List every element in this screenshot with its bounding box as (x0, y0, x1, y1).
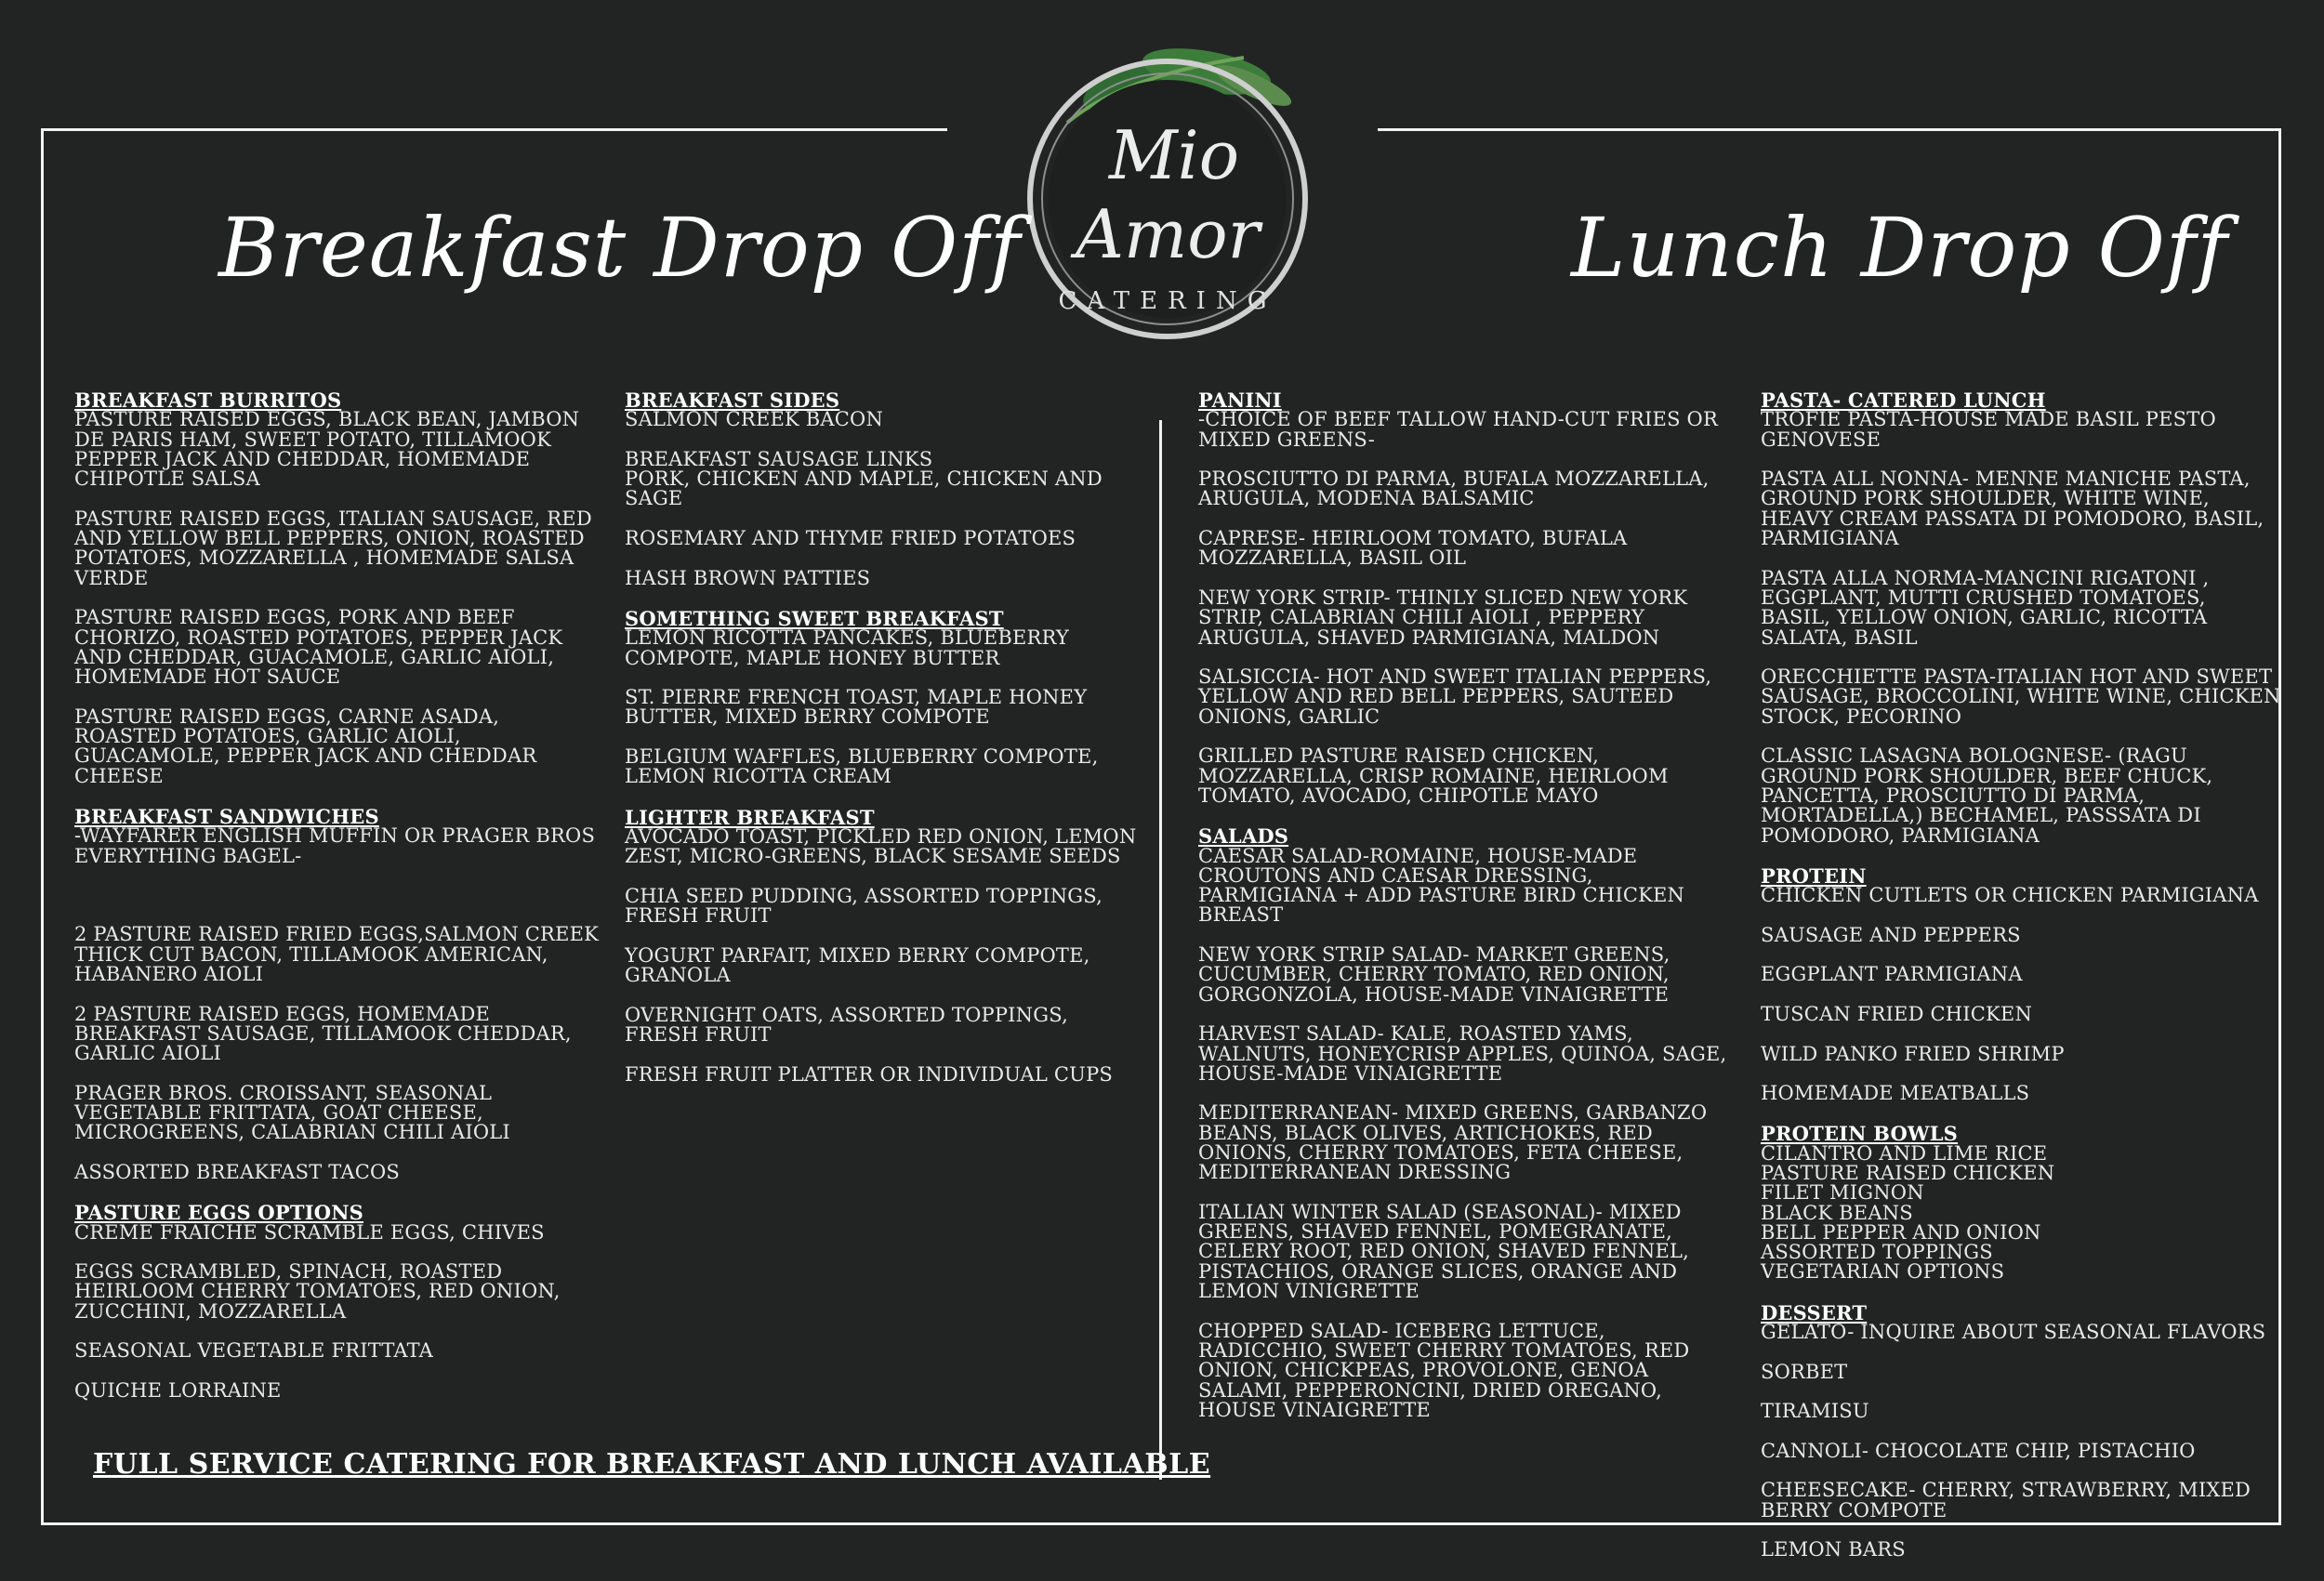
menu-item: PRAGER BROS. CROISSANT, SEASONAL VEGETABLE FRITTATA, GOAT CHEESE, MICROGREENS, CALABRIAN CHILI AIOLI (74, 1081, 510, 1144)
footer-note: FULL SERVICE CATERING FOR BREAKFAST AND LUNCH AVAILABLE (93, 1448, 1211, 1481)
frame-left (41, 128, 44, 1525)
menu-item: NEW YORK STRIP SALAD- MARKET GREENS, CUCUMBER, CHERRY TOMATO, RED ONION, GORGONZOLA, HOUSE-MADE VINAIGRETTE (1198, 943, 1670, 1006)
frame-top-left (41, 128, 947, 131)
menu-item: SALMON CREEK BACON (625, 408, 884, 431)
menu-section-breakfast-sides (625, 390, 1145, 588)
menu-item: CHOPPED SALAD- ICEBERG LETTUCE, RADICCHIO, SWEET CHERRY TOMATOES, RED ONION, CHICKPEAS, PROVOLONE, GENOA SALAMI, PEPPERONCINI, DRIED OREGANO, HOUSE VINAIGRETTE (1198, 1319, 1690, 1421)
menu-item: NEW YORK STRIP- THINLY SLICED NEW YORK STRIP, CALABRIAN CHILI AIOLI , PEPPERY ARUGULA, SHAVED PARMIGIANA, MALDON (1198, 586, 1688, 649)
section-title: BREAKFAST SIDES (625, 389, 840, 412)
menu-item: HARVEST SALAD- KALE, ROASTED YAMS, WALNUTS, HONEYCRISP APPLES, QUINOA, SAGE, HOUSE-MADE VINAIGRETTE (1198, 1022, 1727, 1085)
menu-section-pasture-eggs-options (74, 1203, 604, 1401)
menu-section-dessert (1761, 1300, 2281, 1561)
section-title: PROTEIN BOWLS (1761, 1122, 1959, 1146)
center-divider (1159, 420, 1162, 1480)
menu-item: EGGPLANT PARMIGIANA (1761, 963, 2023, 986)
menu-item: SEASONAL VEGETABLE FRITTATA (74, 1339, 434, 1363)
logo-name-line2: Amor (1075, 195, 1261, 273)
menu-item: 2 PASTURE RAISED FRIED EGGS,SALMON CREEK THICK CUT BACON, TILLAMOOK AMERICAN, HABANERO AIOLI (74, 923, 600, 986)
menu-item: ASSORTED BREAKFAST TACOS (74, 1160, 400, 1183)
menu-item: CHICKEN CUTLETS OR CHICKEN PARMIGIANA (1761, 884, 2259, 907)
menu-item: ORECCHIETTE PASTA-ITALIAN HOT AND SWEET SAUSAGE, BROCCOLINI, WHITE WINE, CHICKEN STOCK, PECORINO (1761, 665, 2281, 728)
menu-item: SAUSAGE AND PEPPERS (1761, 923, 2021, 946)
menu-item: CAPRESE- HEIRLOOM TOMATO, BUFALA MOZZARELLA, BASIL OIL (1198, 527, 1628, 570)
menu-item: HOMEMADE MEATBALLS (1761, 1082, 2030, 1105)
section-title: PANINI (1198, 389, 1282, 412)
menu-item: CHIA SEED PUDDING, ASSORTED TOPPINGS, FRESH FRUIT (625, 884, 1103, 928)
menu-section-panini (1198, 390, 1728, 806)
menu-item: BLACK BEANS (1761, 1201, 1913, 1224)
lunch-column-right (1761, 390, 2281, 1581)
menu-item: PASTURE RAISED EGGS, BLACK BEAN, JAMBON DE PARIS HAM, SWEET POTATO, TILLAMOOK PEPPER JACK AND CHEDDAR, HOMEMADE CHIPOTLE SALSA (74, 408, 580, 491)
menu-item: CILANTRO AND LIME RICE (1761, 1141, 2048, 1165)
menu-item: VEGETARIAN OPTIONS (1761, 1260, 2005, 1284)
menu-item: ROSEMARY AND THYME FRIED POTATOES (625, 527, 1076, 550)
menu-section-lighter-breakfast (625, 805, 1145, 1086)
menu-item: PASTURE RAISED EGGS, ITALIAN SAUSAGE, RED AND YELLOW BELL PEPPERS, ONION, ROASTED POTATOES, MOZZARELLA , HOMEMADE SALSA VERDE (74, 507, 592, 589)
menu-item: TIRAMISU (1761, 1400, 1869, 1423)
menu-item: BELGIUM WAFFLES, BLUEBERRY COMPOTE, LEMON RICOTTA CREAM (625, 745, 1099, 788)
menu-item: FILET MIGNON (1761, 1181, 1924, 1205)
menu-section-protein (1761, 863, 2281, 1105)
menu-item: 2 PASTURE RAISED EGGS, HOMEMADE BREAKFAST SAUSAGE, TILLAMOOK CHEDDAR, GARLIC AIOLI (74, 1002, 572, 1065)
menu-item: LEMON RICOTTA PANCAKES, BLUEBERRY COMPOTE, MAPLE HONEY BUTTER (625, 626, 1069, 669)
section-title: LIGHTER BREAKFAST (625, 805, 875, 829)
menu-item: BELL PEPPER AND ONION (1761, 1220, 2041, 1244)
section-title: SOMETHING SWEET BREAKFAST (625, 606, 1004, 630)
menu-section-pasta-catered-lunch (1761, 390, 2281, 846)
menu-item: -WAYFARER ENGLISH MUFFIN OR PRAGER BROS EVERYTHING BAGEL- (74, 824, 596, 867)
section-title: PROTEIN (1761, 863, 1867, 888)
menu-item: WILD PANKO FRIED SHRIMP (1761, 1042, 2065, 1065)
menu-item: TUSCAN FRIED CHICKEN (1761, 1002, 2033, 1025)
menu-item: LEMON BARS (1761, 1538, 1906, 1561)
menu-item: BREAKFAST SAUSAGE LINKS PORK, CHICKEN AND MAPLE, CHICKEN AND SAGE (625, 447, 1103, 510)
menu-item: CHEESECAKE- CHERRY, STRAWBERRY, MIXED BERRY COMPOTE (1761, 1479, 2251, 1522)
menu-item: ST. PIERRE FRENCH TOAST, MAPLE HONEY BUTTER, MIXED BERRY COMPOTE (625, 686, 1088, 729)
menu-item: PASTURE RAISED EGGS, CARNE ASADA, ROASTED POTATOES, GARLIC AIOLI, GUACAMOLE, PEPPER JACK AND CHEDDAR CHEESE (74, 705, 537, 787)
menu-item: CANNOLI- CHOCOLATE CHIP, PISTACHIO (1761, 1439, 2196, 1462)
menu-item: YOGURT PARFAIT, MIXED BERRY COMPOTE, GRANOLA (625, 943, 1090, 987)
menu-item: TROFIE PASTA-HOUSE MADE BASIL PESTO GENOVESE (1761, 408, 2216, 451)
section-title: PASTURE EGGS OPTIONS (74, 1201, 363, 1225)
breakfast-column-left (74, 390, 604, 1421)
menu-item: PASTURE RAISED CHICKEN (1761, 1161, 2055, 1184)
menu-item: CAESAR SALAD-ROMAINE, HOUSE-MADE CROUTONS AND CAESAR DRESSING, PARMIGIANA + ADD PASTURE BIRD CHICKEN BREAST (1198, 844, 1685, 927)
breakfast-heading: Breakfast Drop Off (218, 200, 1022, 296)
menu-section-salads (1198, 826, 1728, 1420)
menu-item: ASSORTED TOPPINGS (1761, 1241, 1993, 1264)
menu-item: OVERNIGHT OATS, ASSORTED TOPPINGS, FRESH FRUIT (625, 1003, 1068, 1046)
menu-item: PROSCIUTTO DI PARMA, BUFALA MOZZARELLA, ARUGULA, MODENA BALSAMIC (1198, 468, 1710, 510)
menu-item: GRILLED PASTURE RAISED CHICKEN, MOZZARELLA, CRISP ROMAINE, HEIRLOOM TOMATO, AVOCADO, CHIPOTLE MAYO (1198, 744, 1669, 807)
section-title: BREAKFAST BURRITOS (74, 389, 342, 412)
brand-logo (1011, 20, 1324, 355)
menu-item: PASTA ALLA NORMA-MANCINI RIGATONI , EGGPLANT, MUTTI CRUSHED TOMATOES, BASIL, YELLOW ONION, GARLIC, RICOTTA SALATA, BASIL (1761, 566, 2210, 649)
logo-tagline: CATERING (1058, 287, 1277, 315)
menu-item: CREME FRAICHE SCRAMBLE EGGS, CHIVES (74, 1220, 545, 1244)
menu-item: CLASSIC LASAGNA BOLOGNESE- (RAGU GROUND PORK SHOULDER, BEEF CHUCK, PANCETTA, PROSCIUTTO DI PARMA, MORTADELLA,) BECHAMEL, PASSSATA DI POMODORO, PARMIGIANA (1761, 744, 2213, 847)
menu-item: -CHOICE OF BEEF TALLOW HAND-CUT FRIES OR MIXED GREENS- (1198, 408, 1718, 451)
menu-item: SALSICCIA- HOT AND SWEET ITALIAN PEPPERS, YELLOW AND RED BELL PEPPERS, SAUTEED ONIONS, GARLIC (1198, 665, 1712, 728)
menu-item: ITALIAN WINTER SALAD (SEASONAL)- MIXED GREENS, SHAVED FENNEL, POMEGRANATE, CELERY ROOT, RED ONION, SHAVED FENNEL, PISTACHIOS, ORANGE SLICES, ORANGE AND LEMON VINIGRETTE (1198, 1200, 1690, 1303)
menu-item: EGGS SCRAMBLED, SPINACH, ROASTED HEIRLOOM CHERRY TOMATOES, RED ONION, ZUCCHINI, MOZZARELLA (74, 1260, 561, 1323)
menu-item: MEDITERRANEAN- MIXED GREENS, GARBANZO BEANS, BLACK OLIVES, ARTICHOKES, RED ONIONS, CHERRY TOMATOES, FETA CHEESE, MEDITERRANEAN DRESSING (1198, 1101, 1708, 1184)
menu-item: PASTA ALL NONNA- MENNE MANICHE PASTA, GROUND PORK SHOULDER, WHITE WINE, HEAVY CREAM PASSATA DI POMODORO, BASIL, PARMIGIANA (1761, 468, 2265, 550)
menu-section-breakfast-burritos (74, 390, 604, 786)
frame-top-right (1378, 128, 2281, 131)
lunch-heading: Lunch Drop Off (1571, 200, 2228, 296)
menu-section-breakfast-sandwiches (74, 804, 604, 1183)
lunch-column-left (1198, 390, 1728, 1441)
menu-section-something-sweet-breakfast (625, 606, 1145, 788)
breakfast-column-right (625, 390, 1145, 1105)
section-title: PASTA- CATERED LUNCH (1761, 389, 2046, 412)
menu-item: PASTURE RAISED EGGS, PORK AND BEEF CHORIZO, ROASTED POTATOES, PEPPER JACK AND CHEDDAR, GUACAMOLE, GARLIC AIOLI, HOMEMADE HOT SAUCE (74, 606, 563, 689)
menu-item: HASH BROWN PATTIES (625, 566, 871, 589)
menu-item: FRESH FRUIT PLATTER OR INDIVIDUAL CUPS (625, 1062, 1113, 1086)
section-title: BREAKFAST SANDWICHES (74, 804, 379, 828)
logo-name-line1: Mio (1108, 116, 1240, 194)
menu-item: SORBET (1761, 1360, 1848, 1383)
section-title: DESSERT (1761, 1300, 1868, 1324)
menu-item: AVOCADO TOAST, PICKLED RED ONION, LEMON ZEST, MICRO-GREENS, BLACK SESAME SEEDS (625, 824, 1137, 868)
menu-section-protein-bowls (1761, 1124, 2281, 1282)
menu-item: QUICHE LORRAINE (74, 1378, 282, 1402)
menu-item (74, 886, 604, 905)
menu-item: GELATO- INQUIRE ABOUT SEASONAL FLAVORS (1761, 1321, 2266, 1344)
section-title: SALADS (1198, 824, 1289, 849)
